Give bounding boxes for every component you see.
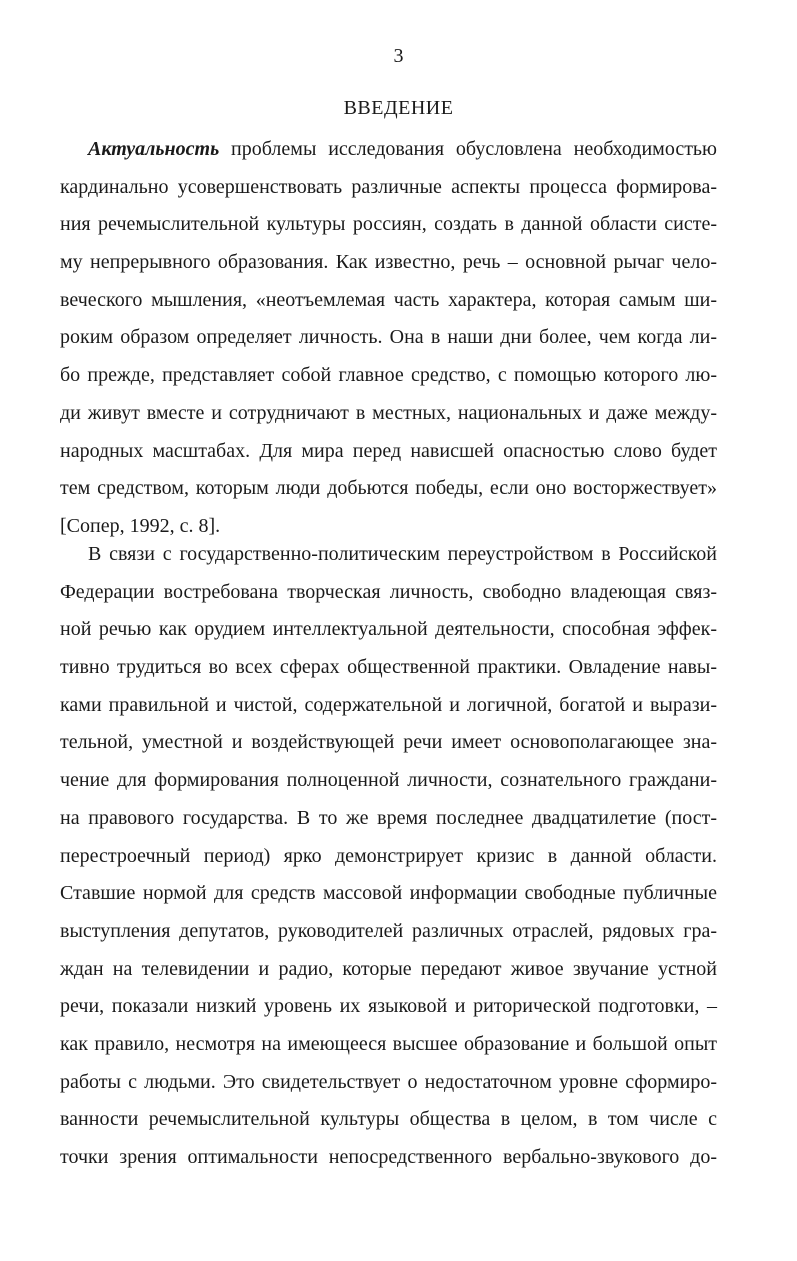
text-line: ками правильной и чистой, содержательной и логичной, богатой и вырази- [60,693,717,716]
text-line-rest: проблемы исследования обусловлена необходимостью [219,138,717,160]
page-number: 3 [393,45,404,67]
text-line: ди живут вместе и сотрудничают в местных, национальных и даже между- [60,401,717,424]
text-line: чение для формирования полноценной личности, сознательного граждани- [60,769,717,792]
paragraph-relevance [60,131,717,546]
section-heading: ВВЕДЕНИЕ [343,97,454,119]
text-line: [Сопер, 1992, с. 8]. [60,514,221,537]
text-line: ной речью как орудием интеллектуальной деятельности, способная эффек- [60,618,717,641]
emphasized-term: Актуальность [88,138,220,160]
text-line: веческого мышления, «неотъемлемая часть характера, которая самым ши- [60,288,717,311]
text-line [60,131,717,169]
text-line: перестроечный период) ярко демонстрирует кризис в данной области. [60,844,717,867]
text-line: как правило, несмотря на имеющееся высшее образование и большой опыт [60,1032,717,1055]
text-line: точки зрения оптимальности непосредственного вербально-звукового до- [60,1146,717,1168]
text-line: му непрерывного образования. Как известно, речь – основной рычаг чело- [60,251,717,274]
text-line: Федерации востребована творческая личность, свободно владеющая связ- [60,580,717,603]
paragraph-context [60,536,717,1177]
text-line: Ставшие нормой для средств массовой информации свободные публичные [60,882,717,905]
text-line: тем средством, которым люди добьются победы, если оно восторжествует» [60,477,717,500]
text-line: тивно трудиться во всех сферах общественной практики. Овладение навы- [60,656,717,679]
text-line: выступления депутатов, руководителей различных отраслей, рядовых гра- [60,919,717,942]
text-line: кардинально усовершенствовать различные аспекты процесса формирова- [60,175,717,198]
text-line: работы с людьми. Это свидетельствует о недостаточном уровне сформиро- [60,1070,717,1093]
text-line: ния речемыслительной культуры россиян, создать в данной области систе- [60,213,717,236]
text-line: роким образом определяет личность. Она в наши дни более, чем когда ли- [60,326,717,349]
text-line: тельной, уместной и воздействующей речи имеет основополагающее зна- [60,731,717,754]
text-line: бо прежде, представляет собой главное средство, с помощью которого лю- [60,364,717,387]
text-line: ванности речемыслительной культуры общества в целом, в том числе с [60,1108,717,1131]
text-line: речи, показали низкий уровень их языковой и риторической подготовки, – [60,995,717,1018]
text-line: народных масштабах. Для мира перед нависшей опасностью слово будет [60,439,717,462]
text-line: В связи с государственно-политическим переустройством в Российской [88,543,717,565]
text-line: ждан на телевидении и радио, которые передают живое звучание устной [60,957,717,980]
text-line: на правового государства. В то же время последнее двадцатилетие (пост- [60,806,717,829]
